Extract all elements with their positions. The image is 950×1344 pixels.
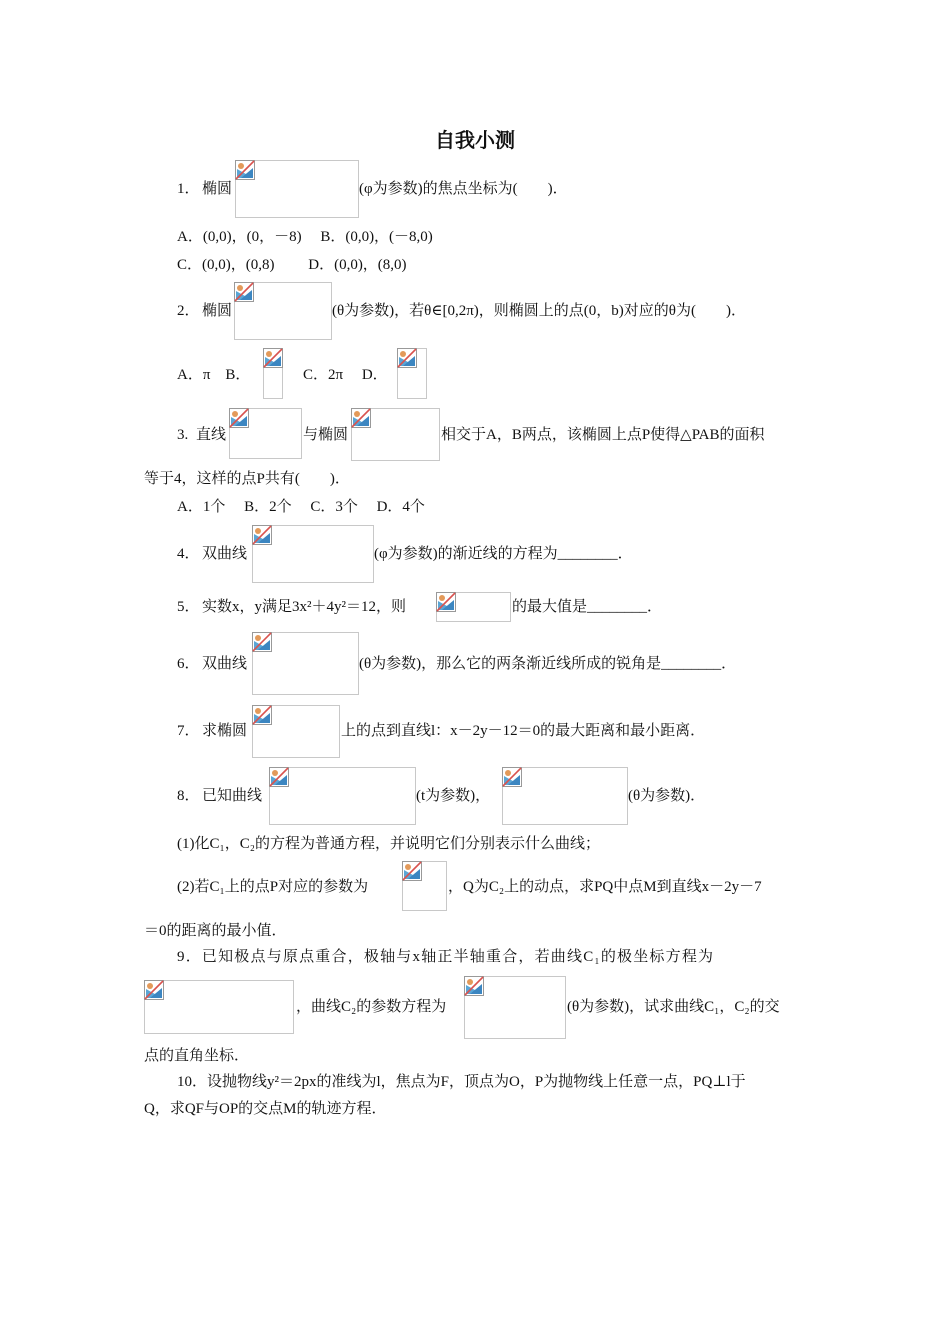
q5-num: 5． — [177, 599, 200, 615]
q2-option-b-image — [263, 348, 283, 399]
broken-image-icon — [234, 282, 254, 302]
q8-num: 8． — [177, 788, 200, 804]
q8-post: (θ为参数)． — [628, 788, 706, 804]
q4-formula-image — [252, 525, 374, 583]
q6-pre: 双曲线 — [202, 656, 248, 672]
q3-options: A．1个 B．2个 C．3个 D．4个 — [177, 499, 425, 515]
q3-pre: 直线 — [196, 427, 227, 443]
q9-polar-equation-image — [144, 980, 294, 1034]
q6-num: 6． — [177, 656, 200, 672]
q1-num: 1． — [177, 181, 200, 197]
broken-image-icon — [436, 592, 456, 612]
q8-parameter-image — [402, 861, 447, 911]
q7-ellipse-image — [252, 705, 340, 758]
q9-line1: 9．已知极点与原点重合，极轴与x轴正半轴重合，若曲线C₁的极坐标方程为 — [177, 949, 715, 965]
broken-image-icon — [502, 767, 522, 787]
q2-post: (θ为参数)，若θ∈[0,2π)，则椭圆上的点(0，b)对应的θ为( )． — [332, 303, 746, 319]
q3-num: 3. — [177, 427, 189, 443]
broken-image-icon — [235, 160, 255, 180]
q2-option-c-d: C．2π D． — [303, 367, 388, 383]
q8-part2-pre: (2)若C₁上的点P对应的参数为 — [177, 879, 369, 895]
q2-formula-image — [234, 282, 332, 340]
broken-image-icon — [397, 348, 417, 368]
broken-image-icon — [252, 705, 272, 725]
q3-post: 相交于A，B两点，该椭圆上点P使得△PAB的面积 — [441, 427, 765, 443]
q7-pre: 求椭圆 — [202, 723, 248, 739]
broken-image-icon — [464, 976, 484, 996]
q10-line2: Q，求QF与OP的交点M的轨迹方程． — [144, 1101, 387, 1117]
q8-part2-post: ，Q为C₂上的动点，求PQ中点M到直线x－2y－7 — [448, 879, 762, 895]
q8-pre: 已知曲线 — [202, 788, 263, 804]
q2-option-a-b: A．π B． — [177, 367, 251, 383]
q9-line3: 点的直角坐标． — [144, 1048, 250, 1064]
q3-line2: 等于4，这样的点P共有( )． — [144, 471, 350, 487]
q4-num: 4． — [177, 546, 200, 562]
broken-image-icon — [144, 980, 164, 1000]
q6-post: (θ为参数)，那么它的两条渐近线所成的锐角是________． — [359, 656, 737, 672]
q8-mid: (t为参数)， — [416, 788, 491, 804]
page-title: 自我小测 — [435, 128, 515, 152]
q8-part1: (1)化C₁，C₂的方程为普通方程，并说明它们分别表示什么曲线； — [177, 836, 600, 852]
q1-options-line2: C．(0,0)，(0,8) D．(0,0)，(8,0) — [177, 257, 407, 273]
q3-mid: 与椭圆 — [303, 427, 349, 443]
q5-pre: 实数x，y满足3x²＋4y²＝12，则 — [202, 599, 406, 615]
q4-pre: 双曲线 — [202, 546, 248, 562]
q2-num: 2． — [177, 303, 200, 319]
q2-pre: 椭圆 — [202, 303, 233, 319]
broken-image-icon — [263, 348, 283, 368]
broken-image-icon — [351, 408, 371, 428]
broken-image-icon — [252, 525, 272, 545]
q1-formula-image — [235, 160, 359, 218]
q9-post: (θ为参数)，试求曲线C₁，C₂的交 — [567, 999, 780, 1015]
q4-post: (φ为参数)的渐近线的方程为________． — [374, 546, 633, 562]
q3-ellipse-image — [351, 408, 440, 461]
q1-post: (φ为参数)的焦点坐标为( )． — [359, 181, 568, 197]
broken-image-icon — [252, 632, 272, 652]
q2-option-d-image — [397, 348, 427, 399]
q10-line1: 10．设抛物线y²＝2px的准线为l，焦点为F，顶点为O，P为抛物线上任意一点，PQ⊥l于 — [177, 1074, 746, 1090]
q5-expression-image — [436, 592, 511, 622]
q8-curve1-image — [269, 767, 416, 825]
q7-num: 7． — [177, 723, 200, 739]
q1-options-line1: A．(0,0)，(0，－8) B．(0,0)，(－8,0) — [177, 229, 433, 245]
q8-curve2-image — [502, 767, 628, 825]
q8-part2-line2: ＝0的距离的最小值． — [144, 923, 287, 939]
q9-parametric-image — [464, 976, 566, 1039]
q6-formula-image — [252, 632, 359, 695]
q1-pre: 椭圆 — [202, 181, 233, 197]
q5-post: 的最大值是________． — [512, 599, 663, 615]
broken-image-icon — [269, 767, 289, 787]
q3-line-image — [229, 408, 302, 459]
q7-post: 上的点到直线l：x－2y－12＝0的最大距离和最小距离． — [341, 723, 706, 739]
broken-image-icon — [402, 861, 422, 881]
broken-image-icon — [229, 408, 249, 428]
q9-mid: ，曲线C₂的参数方程为 — [296, 999, 447, 1015]
